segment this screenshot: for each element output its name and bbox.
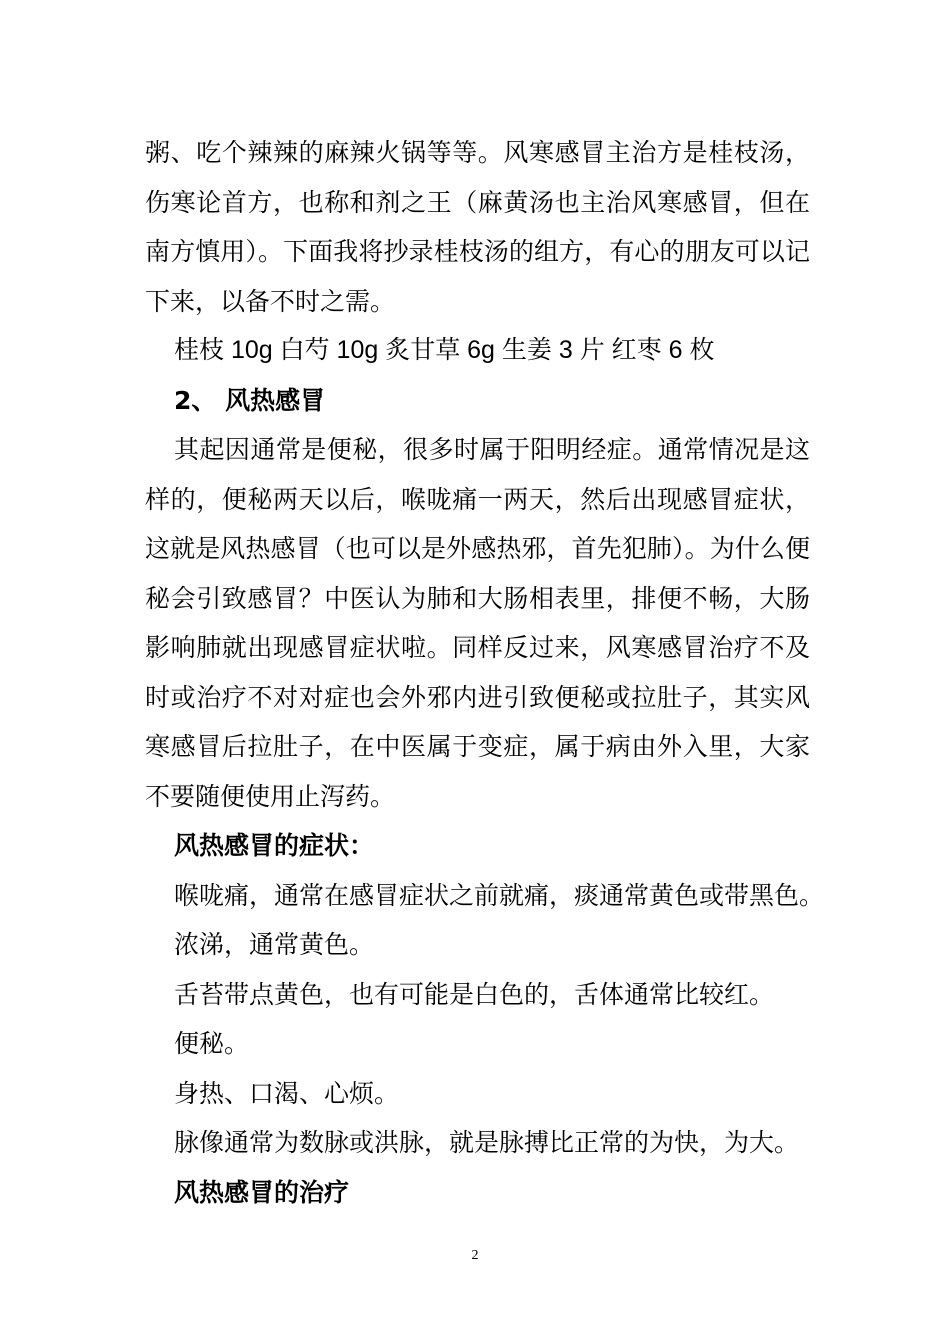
guizhi-formula: 桂枝 10g 白芍 10g 炙甘草 6g 生姜 3 片 红枣 6 枚 (174, 336, 715, 364)
symptom-item: 喉咙痛，通常在感冒症状之前就痛，痰通常黄色或带黑色。 (174, 880, 825, 910)
paragraph-wind-heat-cause: 其起因通常是便秘，很多时属于阳明经症。通常情况是这样的，便秘两天以后，喉咙痛一两天，然后出现感冒症状，这就是风热感冒（也可以是外感热邪，首先犯肺）。为什么便秘会引致感冒？中医认为肺和大肠相表里，排便不畅，大肠影响肺就出现感冒症状啦。同样反过来，风寒感冒治疗不及时或治疗不对对症也会外邪内进引致便秘或拉肚子，其实风寒感冒后拉肚子，在中医属于变症，属于病由外入里，大家不要随便使用止泻药。 (145, 435, 810, 811)
treatment-heading: 风热感冒的治疗 (174, 1177, 350, 1207)
symptoms-heading: 风热感冒的症状： (174, 831, 375, 860)
symptom-item: 浓涕，通常黄色。 (174, 930, 375, 959)
symptom-item: 脉像通常为数脉或洪脉，就是脉搏比正常的为快，为大。 (174, 1128, 800, 1157)
page-body (145, 128, 825, 1217)
section-heading-wind-heat: 2、 风热感冒 (174, 385, 326, 415)
symptom-item: 舌苔带点黄色，也有可能是白色的，舌体通常比较红。 (174, 979, 775, 1009)
page-number: 2 (471, 1248, 479, 1263)
paragraph-guizhi-intro: 粥、吃个辣辣的麻辣火锅等等。风寒感冒主治方是桂枝汤，伤寒论首方，也称和剂之王（麻黄汤也主治风寒感冒，但在南方慎用）。下面我将抄录桂枝汤的组方，有心的朋友可以记下来，以备不时之需。 (145, 138, 810, 316)
symptom-item: 便秘。 (174, 1029, 250, 1058)
symptom-item: 身热、口渴、心烦。 (174, 1078, 400, 1108)
